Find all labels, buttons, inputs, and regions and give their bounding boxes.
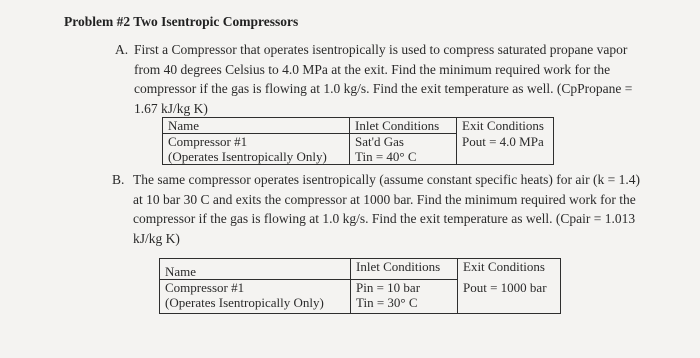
cell-exit (458, 280, 561, 314)
cell-name (163, 134, 350, 165)
part-b-letter: B. (112, 172, 125, 187)
cell-exit-line: Pout = 4.0 MPa (462, 133, 544, 149)
header-exit: Exit Conditions (457, 118, 554, 134)
part-a-conditions-table (162, 117, 554, 165)
cell-name-line: Compressor #1 (168, 134, 248, 149)
table-row (163, 134, 554, 165)
part-b-line: compressor if the gas is flowing at 1.0 kg/s. Find the exit temperature as well. (Cpair = 1.013 (133, 211, 636, 227)
cell-name-line: (Operates Isentropically Only) (165, 295, 324, 310)
cell-name-line: (Operates Isentropically Only) (168, 149, 327, 164)
problem-title: Problem #2 Two Isentropic Compressors (64, 14, 299, 29)
header-name: Name (163, 118, 350, 134)
table-header-row (160, 259, 561, 280)
cell-exit-line: Pout = 1000 bar (463, 279, 547, 295)
part-a-line: 1.67 kJ/kg K) (134, 100, 208, 116)
part-a-text (134, 40, 632, 118)
header-inlet: Inlet Conditions (351, 259, 458, 280)
part-b-conditions-table (159, 258, 561, 314)
table-header-row (163, 118, 554, 134)
cell-inlet-line: Pin = 10 bar (356, 280, 421, 295)
cell-name (160, 280, 351, 314)
cell-name-line: Compressor #1 (165, 280, 245, 295)
part-b-line: at 10 bar 30 C and exits the compressor at 1000 bar. Find the minimum required work for the (133, 191, 636, 207)
header-inlet: Inlet Conditions (350, 118, 457, 134)
cell-inlet (350, 134, 457, 165)
part-b-text (133, 170, 640, 248)
part-a-line: compressor if the gas is flowing at 1.0 kg/s. Find the exit temperature as well. (CpPropane = (134, 81, 633, 97)
cell-inlet-line: Tin = 40° C (355, 149, 417, 164)
part-a-line: from 40 degrees Celsius to 4.0 MPa at the exit. Find the minimum required work for the (134, 61, 611, 77)
part-a-line: First a Compressor that operates isentropically is used to compress saturated propane vapor (134, 42, 628, 57)
cell-inlet-line: Sat'd Gas (355, 134, 404, 149)
part-a-letter: A. (115, 42, 129, 57)
part-b-line: kJ/kg K) (133, 230, 180, 246)
cell-exit (457, 134, 554, 165)
header-exit: Exit Conditions (458, 259, 561, 280)
cell-inlet-line: Tin = 30° C (356, 295, 418, 310)
part-b-line: The same compressor operates isentropically (assume constant specific heats) for air (k = 1.4) (133, 172, 640, 187)
table-row (160, 280, 561, 314)
header-name: Name (160, 259, 351, 280)
cell-inlet (351, 280, 458, 314)
